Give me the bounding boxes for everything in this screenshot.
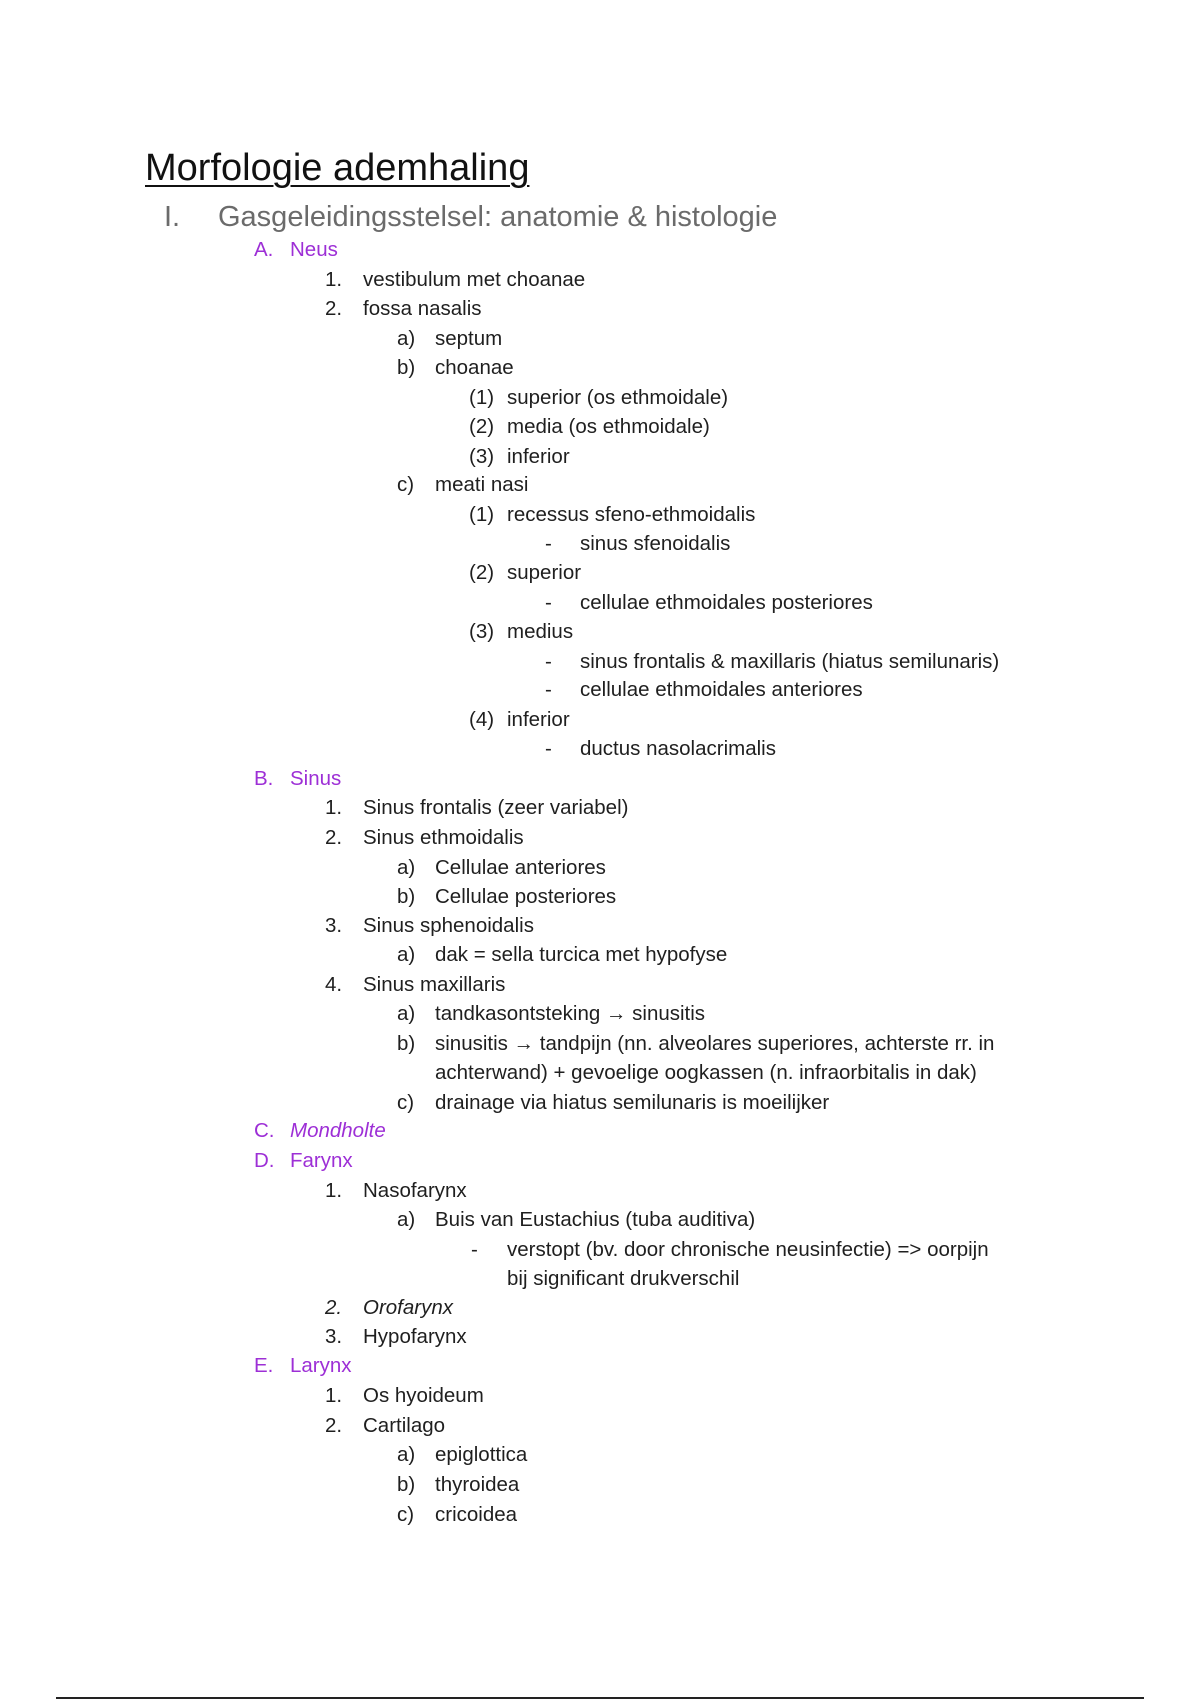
outline-text: Sinus maxillaris: [363, 973, 506, 996]
outline-marker: -: [471, 1238, 478, 1261]
document-title: Morfologie ademhaling: [145, 147, 530, 189]
outline-marker: b): [397, 356, 416, 379]
outline-text: Sinus ethmoidalis: [363, 826, 524, 849]
outline-text: Sinus frontalis (zeer variabel): [363, 796, 629, 819]
outline-text: Os hyoideum: [363, 1384, 484, 1407]
outline-marker: (4): [469, 708, 495, 731]
outline-marker: (1): [469, 503, 495, 526]
outline-text: media (os ethmoidale): [507, 415, 710, 438]
outline-marker: b): [397, 885, 416, 908]
outline-marker: A.: [254, 238, 274, 261]
outline-text: drainage via hiatus semilunaris is moeilijker: [435, 1091, 830, 1114]
outline-text: verstopt (bv. door chronische neusinfectie) => oorpijn: [507, 1238, 989, 1261]
outline-text: superior (os ethmoidale): [507, 386, 729, 409]
outline-text: epiglottica: [435, 1443, 528, 1466]
outline-text: Neus: [290, 238, 338, 261]
outline-text: Sinus sphenoidalis: [363, 914, 534, 937]
outline-marker: C.: [254, 1119, 275, 1142]
outline-text: medius: [507, 620, 574, 643]
outline-marker: a): [397, 327, 416, 350]
outline-text: Nasofarynx: [363, 1179, 467, 1202]
outline-marker: (3): [469, 620, 495, 643]
outline-text: inferior: [507, 445, 570, 468]
outline-marker: c): [397, 1091, 415, 1114]
outline-marker: -: [545, 591, 552, 614]
outline-marker: 3.: [325, 1325, 343, 1348]
outline-text: Mondholte: [290, 1119, 386, 1142]
outline-marker: b): [397, 1032, 416, 1055]
outline-text: Buis van Eustachius (tuba auditiva): [435, 1208, 756, 1231]
outline-text: Larynx: [290, 1354, 352, 1377]
outline-marker: B.: [254, 767, 274, 790]
outline-marker: 2.: [325, 826, 343, 849]
outline-text: dak = sella turcica met hypofyse: [435, 943, 728, 966]
outline-marker: 1.: [325, 268, 343, 291]
outline-marker: -: [545, 532, 552, 555]
outline-marker: -: [545, 737, 552, 760]
outline-marker: E.: [254, 1354, 274, 1377]
outline-text: thyroidea: [435, 1473, 520, 1496]
outline-text: ductus nasolacrimalis: [580, 737, 776, 760]
outline-marker: 1.: [325, 1179, 343, 1202]
outline-text: choanae: [435, 356, 514, 379]
outline-text: cellulae ethmoidales posteriores: [580, 591, 873, 614]
outline-marker: 3.: [325, 914, 343, 937]
outline-marker: (2): [469, 415, 495, 438]
outline-text: Sinus: [290, 767, 342, 790]
outline-marker: a): [397, 943, 416, 966]
outline-marker: 1.: [325, 796, 343, 819]
outline-marker: 2.: [325, 1296, 343, 1319]
outline-marker: a): [397, 856, 416, 879]
outline-marker: c): [397, 1503, 415, 1526]
outline-text: septum: [435, 327, 503, 350]
footer-divider: [56, 1697, 1144, 1699]
outline-marker: -: [545, 650, 552, 673]
outline-marker: -: [545, 678, 552, 701]
outline-marker: 1.: [325, 1384, 343, 1407]
outline-text: Hypofarynx: [363, 1325, 467, 1348]
outline-text: bij significant drukverschil: [507, 1267, 740, 1290]
outline-marker: (1): [469, 386, 495, 409]
outline-text: sinus frontalis & maxillaris (hiatus semilunaris): [580, 650, 1000, 673]
outline-text: Cartilago: [363, 1414, 446, 1437]
outline-marker: b): [397, 1473, 416, 1496]
outline-marker: 4.: [325, 973, 343, 996]
outline-text: inferior: [507, 708, 570, 731]
outline-marker: 2.: [325, 297, 343, 320]
outline-marker: c): [397, 473, 415, 496]
outline-text: recessus sfeno-ethmoidalis: [507, 503, 756, 526]
outline-marker: a): [397, 1002, 416, 1025]
section-numeral: I.: [164, 201, 181, 233]
outline-marker: 2.: [325, 1414, 343, 1437]
outline-text: Orofarynx: [363, 1296, 453, 1319]
outline-text: Farynx: [290, 1149, 353, 1172]
outline-text: Cellulae anteriores: [435, 856, 606, 879]
outline-text: fossa nasalis: [363, 297, 482, 320]
outline-text: achterwand) + gevoelige oogkassen (n. infraorbitalis in dak): [435, 1061, 977, 1084]
outline-marker: a): [397, 1208, 416, 1231]
outline-marker: (3): [469, 445, 495, 468]
outline-text: tandkasontsteking → sinusitis: [435, 1002, 706, 1025]
outline-text: sinus sfenoidalis: [580, 532, 731, 555]
outline-text: vestibulum met choanae: [363, 268, 586, 291]
section-heading: Gasgeleidingsstelsel: anatomie & histologie: [218, 201, 778, 233]
outline-text: Cellulae posteriores: [435, 885, 617, 908]
outline-marker: a): [397, 1443, 416, 1466]
outline-text: sinusitis → tandpijn (nn. alveolares superiores, achterste rr. in: [435, 1032, 995, 1055]
outline-text: meati nasi: [435, 473, 529, 496]
outline-text: superior: [507, 561, 582, 584]
outline-text: cellulae ethmoidales anteriores: [580, 678, 863, 701]
outline-marker: D.: [254, 1149, 275, 1172]
outline-text: cricoidea: [435, 1503, 518, 1526]
outline-marker: (2): [469, 561, 495, 584]
